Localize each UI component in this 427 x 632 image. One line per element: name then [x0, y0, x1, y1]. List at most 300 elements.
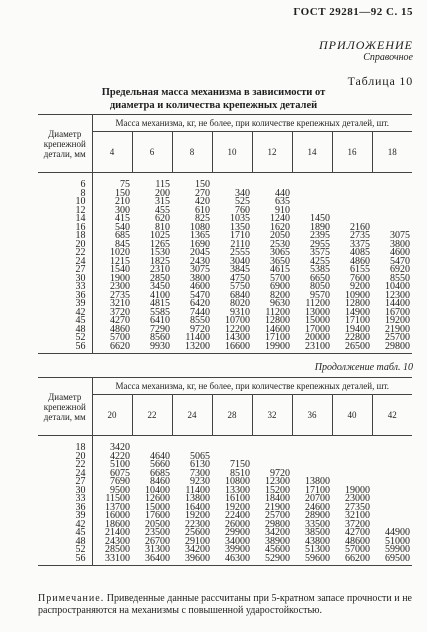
- mass-cell: 300: [115, 204, 130, 216]
- mass-cell: 9570: [310, 289, 330, 301]
- diameter-cell: 39: [38, 300, 92, 309]
- mass-cell: 3845: [230, 264, 250, 275]
- mass-cell: 59900: [385, 544, 410, 555]
- diameter-cell: 14: [38, 215, 92, 224]
- mass-cell: 7300: [190, 467, 210, 479]
- diameter-cell: 30: [38, 275, 92, 284]
- mass-cell: [372, 470, 412, 479]
- diameter-cell: 39: [38, 512, 92, 521]
- mass-cell: 910: [275, 204, 290, 216]
- continuation-label: Продолжение табл. 10: [314, 362, 413, 373]
- diameter-cell: 33: [38, 283, 92, 292]
- mass-cell: 25700: [265, 510, 290, 521]
- mass-cell: 17100: [305, 484, 330, 496]
- diameter-cell: 10: [38, 198, 92, 207]
- table-row: [38, 461, 412, 470]
- table-row: [38, 173, 412, 190]
- table-row: [38, 555, 412, 566]
- mass-cell: 415: [115, 213, 130, 224]
- mass-cell: 27350: [345, 501, 370, 513]
- mass-cell: 2300: [110, 281, 130, 292]
- mass-cell: [212, 173, 252, 190]
- mass-cell: 1240: [270, 213, 290, 224]
- diameter-cell: 33: [38, 495, 92, 504]
- mass-cell: 21900: [265, 501, 290, 513]
- diameter-cell: 8: [38, 190, 92, 199]
- mass-cell: 16400: [185, 501, 210, 513]
- mass-cell: 4600: [190, 281, 210, 292]
- table-label: Таблица 10: [347, 74, 413, 88]
- mass-cell: 3065: [270, 247, 290, 258]
- diameter-cell: 48: [38, 326, 92, 335]
- note-lead: Примечание.: [38, 593, 105, 604]
- mass-cell: 270: [195, 187, 210, 199]
- mass-cell: 44900: [385, 527, 410, 538]
- mass-cell: 610: [195, 204, 210, 216]
- table-row: [38, 343, 412, 354]
- row-header: Диаметр крепежной детали, мм: [38, 378, 92, 436]
- mass-cell: 7290: [150, 323, 170, 335]
- column-header: 22: [132, 395, 172, 436]
- mass-cell: 2160: [350, 221, 370, 233]
- mass-cell: 14900: [345, 306, 370, 318]
- column-header: 6: [132, 132, 172, 173]
- mass-cell: 29800: [265, 518, 290, 530]
- mass-cell: 1265: [150, 238, 170, 250]
- mass-cell: 635: [275, 196, 290, 207]
- diameter-cell: 42: [38, 521, 92, 530]
- mass-cell: 14400: [385, 298, 410, 309]
- mass-cell: [372, 478, 412, 487]
- mass-cell: 5750: [230, 281, 250, 292]
- diameter-cell: 22: [38, 461, 92, 470]
- mass-cell: 24300: [105, 535, 130, 547]
- mass-cell: 21900: [385, 323, 410, 335]
- mass-cell: 1025: [150, 230, 170, 241]
- mass-cell: 10900: [345, 289, 370, 301]
- mass-cell: 38500: [305, 527, 330, 538]
- mass-cell: 1450: [310, 213, 330, 224]
- mass-cell: 2050: [270, 230, 290, 241]
- mass-cell: 5470: [190, 289, 210, 301]
- mass-cell: 39600: [172, 555, 212, 566]
- mass-cell: 2555: [230, 247, 250, 258]
- diameter-cell: 56: [38, 343, 92, 354]
- mass-cell: 10400: [385, 281, 410, 292]
- mass-cell: 2110: [230, 238, 250, 250]
- mass-cell: [252, 436, 292, 453]
- column-header: 4: [92, 132, 132, 173]
- mass-cell: 9310: [230, 306, 250, 318]
- mass-cell: [252, 173, 292, 190]
- mass-cell: 29800: [372, 343, 412, 354]
- mass-cell: [332, 190, 372, 199]
- mass-cell: [332, 207, 372, 216]
- mass-cell: 29100: [185, 535, 210, 547]
- diameter-cell: 36: [38, 504, 92, 513]
- mass-cell: 13800: [185, 493, 210, 504]
- mass-cell: 1035: [230, 213, 250, 224]
- mass-cell: 1080: [190, 221, 210, 233]
- mass-cell: 1540: [110, 264, 130, 275]
- mass-cell: 45600: [265, 544, 290, 555]
- mass-cell: [252, 453, 292, 462]
- mass-cell: 12300: [385, 289, 410, 301]
- mass-cell: 5100: [110, 459, 130, 470]
- mass-cell: 46300: [212, 555, 252, 566]
- mass-cell: 2735: [350, 230, 370, 241]
- mass-cell: 34200: [265, 527, 290, 538]
- mass-cell: 7600: [350, 272, 370, 284]
- mass-cell: 4860: [350, 255, 370, 267]
- mass-cell: 10800: [225, 476, 250, 487]
- mass-cell: 23500: [145, 527, 170, 538]
- mass-cell: 10700: [225, 315, 250, 326]
- mass-cell: 1215: [110, 255, 130, 267]
- diameter-cell: 52: [38, 546, 92, 555]
- table-title-line-1: Предельная масса механизма в зависимости от: [101, 87, 326, 98]
- mass-cell: 5385: [310, 264, 330, 275]
- mass-cell: 23000: [345, 493, 370, 504]
- mass-cell: 5470: [390, 255, 410, 267]
- mass-cell: 115: [155, 179, 170, 190]
- mass-cell: 7440: [190, 306, 210, 318]
- mass-cell: 16700: [385, 306, 410, 318]
- column-header: 8: [172, 132, 212, 173]
- mass-cell: 5700: [110, 332, 130, 343]
- mass-cell: 6075: [110, 467, 130, 479]
- mass-cell: 8550: [390, 272, 410, 284]
- mass-cell: [292, 453, 332, 462]
- mass-cell: 1890: [310, 221, 330, 233]
- mass-cell: 210: [115, 196, 130, 207]
- mass-cell: 150: [195, 179, 210, 190]
- diameter-cell: 18: [38, 436, 92, 453]
- mass-cell: [372, 207, 412, 216]
- table-row: [38, 436, 412, 453]
- mass-cell: 51000: [385, 535, 410, 547]
- mass-cell: 11500: [105, 493, 130, 504]
- mass-cell: 18600: [105, 518, 130, 530]
- column-header: 36: [292, 395, 332, 436]
- mass-cell: 6920: [390, 264, 410, 275]
- mass-cell: [372, 453, 412, 462]
- mass-cell: [372, 198, 412, 207]
- mass-table-2: [38, 377, 412, 566]
- mass-cell: 3800: [390, 238, 410, 250]
- table-title: [0, 86, 427, 112]
- mass-cell: 5585: [150, 306, 170, 318]
- mass-cell: 4085: [350, 247, 370, 258]
- diameter-cell: 45: [38, 529, 92, 538]
- mass-cell: 9500: [110, 484, 130, 496]
- mass-cell: 4750: [230, 272, 250, 284]
- mass-cell: 20500: [145, 518, 170, 530]
- diameter-cell: 48: [38, 538, 92, 547]
- mass-cell: 14600: [265, 323, 290, 335]
- mass-cell: 8510: [230, 467, 250, 479]
- mass-cell: 21400: [105, 527, 130, 538]
- mass-cell: 9230: [190, 476, 210, 487]
- mass-cell: 3720: [110, 306, 130, 318]
- mass-cell: [332, 453, 372, 462]
- mass-cell: 6620: [92, 343, 132, 354]
- mass-cell: [372, 461, 412, 470]
- mass-cell: [372, 436, 412, 453]
- mass-cell: 1365: [190, 230, 210, 241]
- table-row: [38, 190, 412, 199]
- mass-cell: 4640: [150, 450, 170, 462]
- mass-cell: 11400: [185, 332, 210, 343]
- mass-cell: 42700: [345, 527, 370, 538]
- column-header: 40: [332, 395, 372, 436]
- mass-cell: 825: [195, 213, 210, 224]
- mass-cell: 200: [155, 187, 170, 199]
- mass-cell: 17100: [265, 332, 290, 343]
- table-caption: Масса механизма, кг, не более, при количестве крепежных деталей, шт.: [92, 115, 412, 132]
- mass-cell: 8050: [310, 281, 330, 292]
- mass-cell: [332, 461, 372, 470]
- mass-cell: 810: [155, 221, 170, 233]
- mass-cell: 16600: [212, 343, 252, 354]
- mass-cell: 3075: [190, 264, 210, 275]
- diameter-cell: 27: [38, 478, 92, 487]
- mass-cell: 9200: [350, 281, 370, 292]
- mass-cell: 52900: [252, 555, 292, 566]
- mass-cell: 8550: [190, 315, 210, 326]
- diameter-cell: 12: [38, 207, 92, 216]
- diameter-cell: 30: [38, 487, 92, 496]
- mass-cell: 48600: [345, 535, 370, 547]
- footnote: [38, 593, 412, 617]
- mass-cell: [332, 173, 372, 190]
- mass-cell: 3210: [110, 298, 130, 309]
- mass-cell: 22300: [185, 518, 210, 530]
- column-header: 24: [172, 395, 212, 436]
- mass-cell: 17600: [145, 510, 170, 521]
- mass-cell: 34000: [225, 535, 250, 547]
- mass-cell: 8020: [230, 298, 250, 309]
- mass-cell: 51300: [305, 544, 330, 555]
- table-row: [38, 198, 412, 207]
- diameter-cell: 20: [38, 453, 92, 462]
- mass-cell: 760: [235, 204, 250, 216]
- mass-cell: 19400: [345, 323, 370, 335]
- mass-cell: [372, 495, 412, 504]
- mass-cell: 5065: [190, 450, 210, 462]
- mass-cell: 66200: [332, 555, 372, 566]
- mass-cell: 1350: [230, 221, 250, 233]
- mass-cell: 75: [120, 179, 130, 190]
- mass-cell: 6685: [150, 467, 170, 479]
- mass-cell: [292, 190, 332, 199]
- mass-cell: 9720: [190, 323, 210, 335]
- mass-cell: 4220: [110, 450, 130, 462]
- diameter-cell: 16: [38, 224, 92, 233]
- mass-cell: 4860: [110, 323, 130, 335]
- mass-cell: 26000: [225, 518, 250, 530]
- diameter-cell: 36: [38, 292, 92, 301]
- diameter-cell: 24: [38, 258, 92, 267]
- mass-cell: 29900: [225, 527, 250, 538]
- diameter-cell: 42: [38, 309, 92, 318]
- mass-cell: 2395: [310, 230, 330, 241]
- mass-cell: 13000: [305, 306, 330, 318]
- mass-cell: 2735: [110, 289, 130, 301]
- diameter-cell: 56: [38, 555, 92, 566]
- mass-cell: 36400: [132, 555, 172, 566]
- page-header: ГОСТ 29281—92 С. 15: [293, 6, 413, 18]
- mass-cell: 25700: [385, 332, 410, 343]
- mass-cell: 57000: [345, 544, 370, 555]
- mass-cell: 4255: [310, 255, 330, 267]
- mass-cell: 440: [275, 187, 290, 199]
- mass-cell: 1900: [110, 272, 130, 284]
- diameter-cell: 45: [38, 317, 92, 326]
- diameter-cell: 24: [38, 470, 92, 479]
- mass-cell: 6420: [190, 298, 210, 309]
- mass-cell: 3040: [230, 255, 250, 267]
- mass-cell: 33500: [305, 518, 330, 530]
- mass-cell: 6155: [350, 264, 370, 275]
- column-header: 42: [372, 395, 412, 436]
- mass-cell: 38900: [265, 535, 290, 547]
- mass-cell: 10400: [145, 484, 170, 496]
- mass-cell: 7690: [110, 476, 130, 487]
- mass-cell: [372, 512, 412, 521]
- mass-cell: 39900: [225, 544, 250, 555]
- mass-cell: 3650: [270, 255, 290, 267]
- mass-cell: [332, 198, 372, 207]
- mass-cell: 620: [155, 213, 170, 224]
- mass-cell: 19000: [345, 484, 370, 496]
- mass-cell: 9630: [270, 298, 290, 309]
- column-header: 32: [252, 395, 292, 436]
- mass-cell: 4600: [390, 247, 410, 258]
- mass-cell: 3575: [310, 247, 330, 258]
- mass-cell: 17100: [345, 315, 370, 326]
- mass-cell: 525: [235, 196, 250, 207]
- diameter-cell: 27: [38, 266, 92, 275]
- mass-cell: 540: [115, 221, 130, 233]
- appendix-subtitle: Справочное: [363, 52, 413, 63]
- mass-cell: [372, 190, 412, 199]
- note-text: Приведенные данные рассчитаны при 5-кратном запасе прочности и не распространяются на механизмы с повышенной ударостойкостью.: [38, 593, 412, 616]
- column-header: 28: [212, 395, 252, 436]
- mass-cell: 13300: [225, 484, 250, 496]
- mass-cell: 5660: [150, 459, 170, 470]
- mass-cell: 3375: [350, 238, 370, 250]
- column-header: 16: [332, 132, 372, 173]
- mass-cell: 685: [115, 230, 130, 241]
- mass-cell: [292, 173, 332, 190]
- column-header: 10: [212, 132, 252, 173]
- mass-cell: 1530: [150, 247, 170, 258]
- mass-cell: 28900: [305, 510, 330, 521]
- column-header: 20: [92, 395, 132, 436]
- mass-cell: 59600: [292, 555, 332, 566]
- table-caption: Масса механизма, кг, не более, при количестве крепежных деталей, шт.: [92, 378, 412, 395]
- column-header: 18: [372, 132, 412, 173]
- mass-cell: 8560: [150, 332, 170, 343]
- mass-cell: 15000: [145, 501, 170, 513]
- mass-cell: 11400: [185, 484, 210, 496]
- mass-cell: 340: [235, 187, 250, 199]
- mass-cell: 845: [115, 238, 130, 250]
- mass-cell: [372, 504, 412, 513]
- mass-cell: 1690: [190, 238, 210, 250]
- mass-cell: 455: [155, 204, 170, 216]
- column-header: 12: [252, 132, 292, 173]
- mass-cell: 12200: [225, 323, 250, 335]
- mass-cell: [132, 436, 172, 453]
- mass-cell: 2850: [150, 272, 170, 284]
- mass-cell: 19900: [252, 343, 292, 354]
- mass-cell: [372, 487, 412, 496]
- mass-cell: 8200: [270, 289, 290, 301]
- mass-cell: 16000: [105, 510, 130, 521]
- diameter-cell: 52: [38, 334, 92, 343]
- mass-cell: 32100: [345, 510, 370, 521]
- mass-cell: 24600: [305, 501, 330, 513]
- diameter-cell: 6: [38, 173, 92, 190]
- mass-cell: 25600: [185, 527, 210, 538]
- mass-cell: 20700: [305, 493, 330, 504]
- mass-cell: 17000: [305, 323, 330, 335]
- mass-cell: 37200: [345, 518, 370, 530]
- mass-table-1: [38, 114, 412, 354]
- mass-cell: 4100: [150, 289, 170, 301]
- diameter-cell: 20: [38, 241, 92, 250]
- diameter-cell: 18: [38, 232, 92, 241]
- mass-cell: 12800: [265, 315, 290, 326]
- mass-cell: 1020: [110, 247, 130, 258]
- mass-cell: 14300: [225, 332, 250, 343]
- table-row: [38, 453, 412, 462]
- mass-cell: 1825: [150, 255, 170, 267]
- mass-cell: 19200: [225, 501, 250, 513]
- mass-cell: 4615: [270, 264, 290, 275]
- mass-cell: 6410: [150, 315, 170, 326]
- mass-cell: [292, 461, 332, 470]
- mass-cell: 2045: [190, 247, 210, 258]
- mass-cell: 3075: [390, 230, 410, 241]
- mass-cell: 18400: [265, 493, 290, 504]
- mass-cell: 6900: [270, 281, 290, 292]
- mass-cell: 34200: [185, 544, 210, 555]
- mass-cell: 6130: [190, 459, 210, 470]
- mass-cell: 15000: [305, 315, 330, 326]
- mass-cell: [212, 436, 252, 453]
- mass-cell: 2310: [150, 264, 170, 275]
- mass-cell: 22400: [225, 510, 250, 521]
- mass-cell: 12800: [345, 298, 370, 309]
- mass-cell: [372, 173, 412, 190]
- mass-cell: 11200: [305, 298, 330, 309]
- mass-cell: 19200: [185, 510, 210, 521]
- mass-cell: 33100: [92, 555, 132, 566]
- appendix-title: ПРИЛОЖЕНИЕ: [319, 38, 413, 52]
- mass-cell: [172, 436, 212, 453]
- mass-cell: 13800: [305, 476, 330, 487]
- column-header: 14: [292, 132, 332, 173]
- mass-cell: 6840: [230, 289, 250, 301]
- mass-cell: 13700: [105, 501, 130, 513]
- mass-cell: 3420: [110, 442, 130, 453]
- table-row: [38, 207, 412, 216]
- mass-cell: 1710: [230, 230, 250, 241]
- mass-cell: [332, 470, 372, 479]
